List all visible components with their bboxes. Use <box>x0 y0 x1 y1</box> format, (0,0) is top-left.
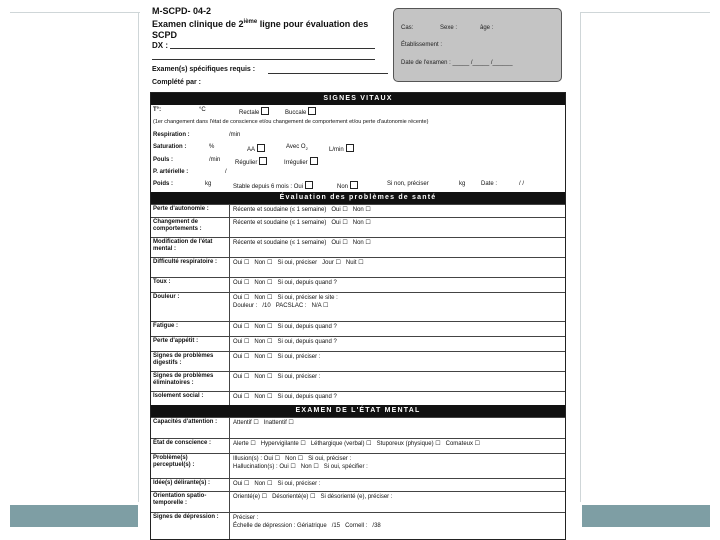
row-options <box>230 218 565 237</box>
dx-field[interactable] <box>170 48 375 49</box>
rectale-checkbox <box>261 107 269 115</box>
options-line <box>233 239 562 248</box>
option-item[interactable]: Oui ☐ <box>233 373 250 380</box>
clinical-form-page <box>140 0 580 540</box>
slide-accent-bar-left <box>10 505 138 527</box>
health-row <box>151 217 565 237</box>
row-options <box>230 439 565 453</box>
option-item: Douleur : <box>233 303 258 310</box>
option-item[interactable]: Non ☐ <box>285 455 304 462</box>
cas-label: Cas: <box>401 25 414 31</box>
option-item: Préciser : <box>233 514 259 521</box>
option-item[interactable]: Inattentif ☐ <box>263 419 294 426</box>
option-item[interactable]: Oui ☐ <box>233 323 250 330</box>
irregulier-checkbox <box>310 157 318 165</box>
health-row <box>151 204 565 217</box>
options-line <box>233 514 562 523</box>
options-line <box>233 393 562 402</box>
option-item: Si oui, préciser <box>277 259 318 266</box>
mental-row <box>151 453 565 478</box>
options-line <box>233 302 562 311</box>
option-item[interactable]: Non ☐ <box>254 338 273 345</box>
options-line <box>233 338 562 347</box>
option-item[interactable]: Non ☐ <box>352 219 371 226</box>
health-row <box>151 336 565 351</box>
option-item[interactable]: Stuporeux (physique) ☐ <box>376 440 441 447</box>
row-options <box>230 258 565 277</box>
option-item[interactable]: N/A ☐ <box>311 303 329 310</box>
options-line <box>233 419 562 428</box>
options-line <box>233 463 562 472</box>
health-row <box>151 277 565 292</box>
option-item[interactable]: Hypervigilante ☐ <box>260 440 306 447</box>
options-line <box>233 206 562 215</box>
options-line <box>233 219 562 228</box>
health-row <box>151 391 565 405</box>
row-label: Capacités d'attention : <box>151 418 230 438</box>
options-line <box>233 279 562 288</box>
option-item[interactable]: Oui ☐ <box>233 294 250 301</box>
options-line <box>233 455 562 464</box>
option-item: Si oui, depuis quand ? <box>277 323 337 330</box>
option-item: Si oui, depuis quand ? <box>277 338 337 345</box>
buccale-option[interactable]: Buccale <box>285 107 316 116</box>
health-row <box>151 257 565 277</box>
options-line <box>233 480 562 489</box>
sexe-label: Sexe : <box>440 25 458 31</box>
option-item[interactable]: Oui ☐ <box>233 279 250 286</box>
respiration-row: Respiration : /min <box>153 131 241 138</box>
stable-oui-option[interactable]: Stable depuis 6 mois : Oui <box>233 181 313 190</box>
option-item: Si oui, préciser : <box>308 455 352 462</box>
option-item[interactable]: Oui ☐ <box>233 259 250 266</box>
option-item[interactable]: Oui ☐ <box>233 480 250 487</box>
option-item: /10 <box>262 303 271 310</box>
etablissement-label: Établissement : <box>401 42 443 48</box>
option-item[interactable]: Jour ☐ <box>322 259 341 266</box>
row-label: Signes de dépression : <box>151 513 230 539</box>
option-item[interactable]: Non ☐ <box>254 323 273 330</box>
option-item[interactable]: Non ☐ <box>254 373 273 380</box>
options-line <box>233 493 562 502</box>
row-label: Modification de l'état mental : <box>151 238 230 257</box>
patient-id-box <box>393 8 562 82</box>
poids-row: Poids : kg Stable depuis 6 mois : Oui Non Si non, préciser kg Date : / / <box>153 181 525 191</box>
row-options <box>230 418 565 438</box>
completed-by-label: Complété par : <box>152 79 202 86</box>
row-options <box>230 492 565 512</box>
options-line <box>233 259 562 268</box>
mental-state-rows <box>151 417 565 539</box>
mental-row <box>151 491 565 512</box>
row-label: Idée(s) délirante(s) : <box>151 479 230 491</box>
row-label: Orientation spatio-temporelle : <box>151 492 230 512</box>
row-options <box>230 337 565 351</box>
irregulier-option[interactable]: Irrégulier <box>284 157 318 166</box>
health-row <box>151 292 565 321</box>
row-options <box>230 352 565 371</box>
option-item[interactable]: Désorienté(e) ☐ <box>272 493 316 500</box>
row-options <box>230 293 565 321</box>
option-item: Si oui, depuis quand ? <box>277 393 337 400</box>
row-label: Perte d'autonomie : <box>151 205 230 217</box>
exams-required-label: Examen(s) spécifiques requis : <box>152 66 256 73</box>
option-item: Si oui, préciser : <box>277 373 321 380</box>
option-item[interactable]: Nuit ☐ <box>345 259 364 266</box>
form-table <box>150 92 566 540</box>
options-line <box>233 440 562 449</box>
row-label: Perte d'appétit : <box>151 337 230 351</box>
option-item: Si désorienté (e), préciser : <box>320 493 393 500</box>
aa-option[interactable]: AA <box>247 144 265 153</box>
aa-checkbox <box>257 144 265 152</box>
row-label: Difficulté respiratoire : <box>151 258 230 277</box>
health-row <box>151 321 565 336</box>
option-item[interactable]: Non ☐ <box>254 480 273 487</box>
option-item[interactable]: Attentif ☐ <box>233 419 259 426</box>
form-title: Examen clinique de 2ième ligne pour évaluation des SCPD <box>152 19 369 40</box>
option-item[interactable]: Alerte ☐ <box>233 440 256 447</box>
option-item: Si oui, depuis quand ? <box>277 279 337 286</box>
options-line <box>233 353 562 362</box>
row-label: Signes de problèmes digestifs : <box>151 352 230 371</box>
row-options <box>230 238 565 257</box>
option-item: Échelle de dépression : Gériatrique <box>233 523 327 530</box>
age-label: âge : <box>480 25 494 31</box>
row-options <box>230 278 565 292</box>
pouls-row: Pouls : /min Régulier Irrégulier <box>151 155 565 167</box>
avec-o2-option: Avec $O_2$ <box>286 144 308 152</box>
row-label: Changement de comportements : <box>151 218 230 237</box>
row-label: Fatigue : <box>151 322 230 336</box>
lmin-option[interactable]: L/min <box>329 144 354 153</box>
option-item[interactable]: Non ☐ <box>352 239 371 246</box>
option-item: PACSLAC : <box>275 303 307 310</box>
option-item: /38 <box>372 523 381 530</box>
option-item[interactable]: Orienté(e) ☐ <box>233 493 268 500</box>
options-line <box>233 323 562 332</box>
option-item[interactable]: Comateux ☐ <box>445 440 481 447</box>
row-label: Signes de problèmes éliminatoires : <box>151 372 230 391</box>
slide-frame-right <box>580 12 581 502</box>
option-item: /15 <box>331 523 341 530</box>
option-item[interactable]: Hallucination(s) : Oui ☐ <box>233 464 296 471</box>
option-item[interactable]: Léthargique (verbal) ☐ <box>310 440 372 447</box>
dx-label: DX : <box>152 41 168 50</box>
rectale-option[interactable]: Rectale <box>239 107 269 116</box>
options-line <box>233 294 562 303</box>
regulier-checkbox <box>259 157 267 165</box>
stable-non-checkbox <box>350 181 358 189</box>
option-item[interactable]: Oui ☐ <box>233 353 250 360</box>
temperature-row: T°: °C Rectale Buccale <box>151 105 565 117</box>
health-row <box>151 351 565 371</box>
regulier-option[interactable]: Régulier <box>235 157 267 166</box>
option-item: Récente et soudaine (≤ 1 semaine) <box>233 219 327 226</box>
row-options <box>230 479 565 491</box>
option-item: Si oui, spécifier : <box>323 464 368 471</box>
row-options <box>230 205 565 217</box>
option-item[interactable]: Oui ☐ <box>233 393 250 400</box>
option-item[interactable]: Non ☐ <box>254 294 273 301</box>
row-label: État de conscience : <box>151 439 230 453</box>
mental-row <box>151 512 565 539</box>
mental-row <box>151 438 565 453</box>
option-item[interactable]: Oui ☐ <box>331 206 348 213</box>
section-header-mental-state: EXAMEN DE L'ÉTAT MENTAL <box>151 405 565 417</box>
stable-non-option[interactable]: Non <box>337 181 358 190</box>
option-item: Si oui, préciser le site : <box>277 294 338 301</box>
option-item: Récente et soudaine (≤ 1 semaine) <box>233 206 327 213</box>
exams-required-field[interactable] <box>268 73 388 74</box>
mental-row <box>151 478 565 491</box>
health-row <box>151 371 565 391</box>
row-options <box>230 372 565 391</box>
health-row <box>151 237 565 257</box>
stable-oui-checkbox <box>305 181 313 189</box>
options-line <box>233 373 562 382</box>
row-label: Isolement social : <box>151 392 230 405</box>
option-item: Si oui, préciser : <box>277 480 321 487</box>
option-item[interactable]: Oui ☐ <box>331 239 348 246</box>
form-code: M-SCPD- 04-2 <box>152 6 212 16</box>
row-options <box>230 322 565 336</box>
lmin-checkbox <box>346 144 354 152</box>
slide-frame-left <box>138 12 139 502</box>
option-item: Cornell : <box>345 523 368 530</box>
option-item[interactable]: Non ☐ <box>254 353 273 360</box>
exam-date-label: Date de l'examen : _____ /_____ /______ <box>401 60 513 66</box>
option-item[interactable]: Oui ☐ <box>331 219 348 226</box>
vital-note-row: (1er changement dans l'état de conscience et/ou changement de comportement et/ou perte d'autonomie récente) <box>153 119 429 126</box>
option-item[interactable]: Oui ☐ <box>233 338 250 345</box>
pa-row: P. artérielle : / <box>153 168 227 175</box>
health-problems-rows <box>151 204 565 405</box>
option-item[interactable]: Non ☐ <box>254 393 273 400</box>
option-item[interactable]: Non ☐ <box>352 206 371 213</box>
options-line <box>233 522 562 531</box>
option-item[interactable]: Illusion(s) : Oui ☐ <box>233 455 281 462</box>
saturation-row: Saturation : % AA Avec $O_2$ L/min <box>151 142 565 154</box>
section-header-health-problems: Évaluation des problèmes de santé <box>151 192 565 204</box>
slide-accent-bar-right <box>582 505 710 527</box>
row-options <box>230 392 565 405</box>
option-item[interactable]: Non ☐ <box>254 259 273 266</box>
dx-field-line2[interactable] <box>152 59 375 60</box>
section-header-vital-signs: SIGNES VITAUX <box>151 93 565 105</box>
buccale-checkbox <box>308 107 316 115</box>
row-label: Problème(s) perceptuel(s) : <box>151 454 230 478</box>
row-options <box>230 454 565 478</box>
option-item[interactable]: Non ☐ <box>300 464 319 471</box>
mental-row <box>151 417 565 438</box>
option-item: Récente et soudaine (≤ 1 semaine) <box>233 239 327 246</box>
row-label: Douleur : <box>151 293 230 321</box>
option-item[interactable]: Non ☐ <box>254 279 273 286</box>
row-label: Toux : <box>151 278 230 292</box>
option-item: Si oui, préciser : <box>277 353 321 360</box>
row-options <box>230 513 565 539</box>
